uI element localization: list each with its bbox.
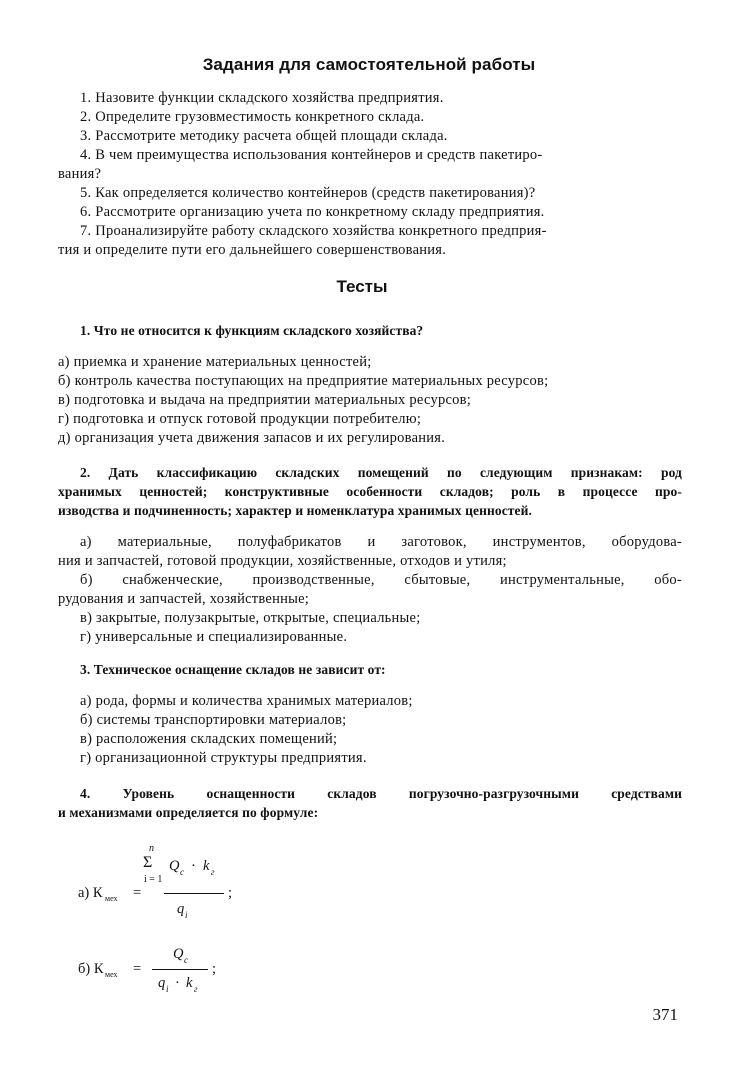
question-4	[58, 784, 682, 822]
q3-option-d: г) организационной структуры предприятия.	[80, 750, 367, 766]
formula-a-num-sub: c	[180, 867, 184, 877]
q1-option-b: б) контроль качества поступающих на предприятие материальных ресурсов;	[58, 373, 549, 389]
q2-option-b-cont: рудования и запчастей, хозяйственные;	[58, 591, 310, 607]
formula-a-label: а) К	[78, 885, 103, 901]
question-4-line-2: и механизмами определяется по формуле:	[58, 805, 319, 820]
formula-b-den: q	[158, 975, 166, 991]
task-5: 5. Как определяется количество контейнеров (средств пакетирования)?	[80, 185, 536, 201]
formula-b	[78, 944, 278, 1004]
task-2: 2. Определите грузовместимость конкретного склада.	[80, 109, 425, 125]
formula-a-fraction-bar	[164, 893, 224, 894]
formula-a-k: k	[203, 858, 210, 874]
question-2-options	[58, 533, 682, 647]
question-3-options	[80, 692, 680, 768]
question-2-line-3: изводства и подчиненность; характер и номенклатура хранимых ценностей.	[58, 503, 532, 518]
q3-option-a: а) рода, формы и количества хранимых материалов;	[80, 693, 413, 709]
formula-a-sub: мех	[105, 894, 118, 903]
task-4: 4. В чем преимущества использования контейнеров и средств пакетиро-	[80, 147, 543, 163]
formula-b-fraction-bar	[152, 969, 208, 970]
question-1	[80, 321, 680, 340]
task-6: 6. Рассмотрите организацию учета по конкретному складу предприятия.	[80, 204, 545, 220]
q1-option-a: а) приемка и хранение материальных ценностей;	[58, 354, 372, 370]
task-7: 7. Проанализируйте работу складского хозяйства конкретного предприя-	[80, 223, 547, 239]
task-7-cont: тия и определите пути его дальнейшего совершенствования.	[58, 242, 447, 258]
question-4-line-1: 4. Уровень оснащенности складов погрузочно-разгрузочными средствами	[80, 786, 682, 801]
question-2-line-1: 2. Дать классификацию складских помещений по следующим признакам: род	[80, 465, 682, 480]
formula-a-num: Q	[169, 858, 180, 874]
section-title: Задания для самостоятельной работы	[202, 55, 536, 74]
task-4-cont: вания?	[58, 166, 102, 182]
question-2	[58, 463, 682, 520]
formula-b-dot: ·	[175, 975, 180, 991]
formula-b-k-sub: г	[194, 984, 198, 994]
q1-option-d: г) подготовка и отпуск готовой продукции потребителю;	[58, 411, 422, 427]
formula-b-num: Q	[173, 946, 184, 962]
q2-option-a: а) материальные, полуфабрикатов и заготовок, инструментов, оборудова-	[80, 534, 682, 550]
task-3: 3. Рассмотрите методику расчета общей площади склада.	[80, 128, 448, 144]
formula-b-k: k	[186, 975, 193, 991]
question-1-text: 1. Что не относится к функциям складского хозяйства?	[80, 323, 424, 338]
formula-a-k-sub: г	[211, 867, 215, 877]
formula-b-eq: =	[133, 961, 142, 977]
formula-a-sum-top: n	[149, 843, 154, 854]
q2-option-b: б) снабженческие, производственные, сбытовые, инструментальные, обо-	[80, 572, 682, 588]
formula-a	[78, 843, 278, 933]
formula-a-sigma: Σ	[143, 854, 153, 871]
formula-b-end: ;	[212, 961, 217, 977]
q2-option-c: в) закрытые, полузакрытые, открытые, специальные;	[80, 610, 421, 626]
q1-option-c: в) подготовка и выдача на предприятии материальных ресурсов;	[58, 392, 472, 408]
q1-option-e: д) организация учета движения запасов и их регулирования.	[58, 430, 446, 446]
page-number: 371	[652, 1005, 678, 1024]
formula-a-sum-bottom: i = 1	[144, 874, 163, 885]
formula-b-sub: мех	[105, 970, 118, 979]
formula-a-dot: ·	[191, 858, 196, 874]
formula-b-num-sub: c	[184, 955, 188, 965]
q2-option-d: г) универсальные и специализированные.	[80, 629, 348, 645]
question-3-text: 3. Техническое оснащение складов не зависит от:	[80, 662, 386, 677]
q3-option-c: в) расположения складских помещений;	[80, 731, 338, 747]
formula-a-eq: =	[133, 885, 142, 901]
formula-a-den: q	[177, 901, 185, 917]
question-2-line-2: хранимых ценностей; конструктивные особенности складов; роль в процессе про-	[58, 484, 682, 499]
q2-option-a-cont: ния и запчастей, готовой продукции, хозяйственные, отходов и утиля;	[58, 553, 507, 569]
tests-title: Тесты	[336, 277, 388, 296]
formula-b-label: б) К	[78, 961, 104, 977]
tasks-list	[58, 89, 680, 260]
task-1: 1. Назовите функции складского хозяйства предприятия.	[80, 90, 444, 106]
formula-a-end: ;	[228, 885, 233, 901]
question-1-options	[58, 353, 682, 448]
formula-a-den-sub: i	[185, 910, 188, 920]
q3-option-b: б) системы транспортировки материалов;	[80, 712, 347, 728]
question-3	[80, 660, 680, 679]
formula-b-den-sub: i	[166, 984, 169, 994]
